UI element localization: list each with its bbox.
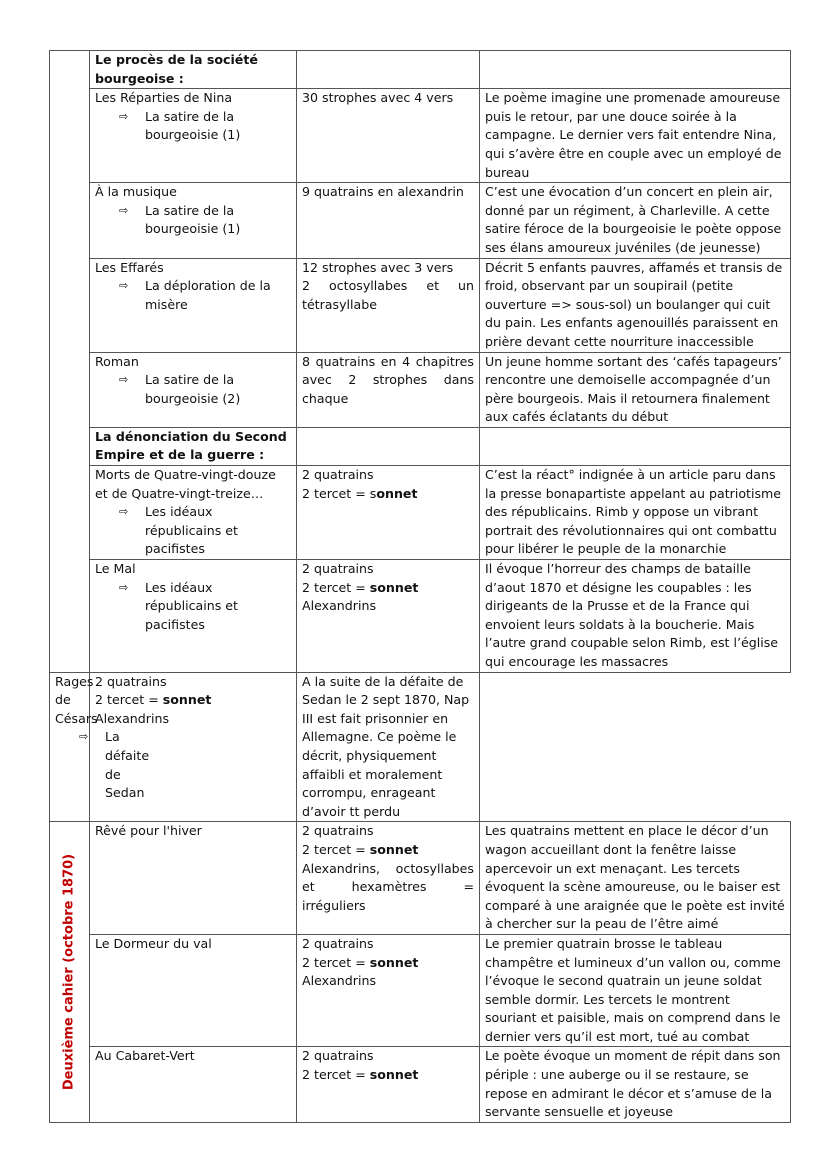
side-cell-empty	[50, 51, 90, 673]
form-cell	[297, 822, 480, 935]
form-line	[302, 579, 474, 598]
form-sonnet: sonnet	[369, 579, 419, 595]
table-row	[50, 560, 791, 673]
poem-cell	[90, 352, 297, 427]
poem-title: Au Cabaret-Vert	[95, 1048, 195, 1064]
form-line	[95, 691, 291, 710]
desc-cell: Les quatrains mettent en place le décor d’un wagon accueillant dont la fenêtre laisse apercevoir un ext menaçant. Les tercets évoquent la scène amoureuse, ou le baiser est comparé à une araignée que le poète est invité à chercher sur la peau de l’être aimé	[480, 822, 791, 935]
form-cell: 9 quatrains en alexandrin	[297, 183, 480, 258]
table-row	[50, 183, 791, 258]
form-sonnet: onnet	[376, 485, 418, 501]
arrow-icon: ⇨	[119, 203, 129, 217]
form-line: 2 quatrains	[302, 823, 374, 839]
empty-cell	[297, 51, 480, 89]
section-row	[50, 427, 791, 465]
arrow-icon: ⇨	[119, 373, 129, 387]
poem-theme: La satire de la bourgeoisie (1)	[145, 108, 241, 143]
desc-cell: C’est la réact° indignée à un article paru dans la presse bonapartiste appelant au patriotisme des républicains. Rimb y oppose un vibrant portrait des révolutionnaires qui ont combattu pour libérer le peuple de la monarchie	[480, 466, 791, 560]
poem-title: Rêvé pour l'hiver	[95, 823, 202, 839]
poem-title: Le Dormeur du val	[95, 935, 212, 951]
poem-theme: La défaite de Sedan	[105, 729, 150, 801]
form-line: Alexandrins, octosyllabes et hexamètres = irréguliers	[302, 860, 474, 913]
section-title: Le procès de la société bourgeoise :	[90, 51, 297, 89]
form-text: 2 tercet =	[302, 579, 370, 595]
form-line: 2 quatrains	[302, 935, 374, 951]
empty-cell	[297, 427, 480, 465]
section-row	[50, 51, 791, 89]
poem-title: Les Réparties de Nina	[95, 90, 233, 106]
poem-title: Morts de Quatre-vingt-douze et de Quatre-vingt-treize…	[95, 467, 276, 501]
poem-cell	[90, 822, 297, 935]
side-label: Deuxième cahier (octobre 1870)	[61, 853, 77, 1091]
form-cell: 8 quatrains en 4 chapitres avec 2 strophes dans chaque	[297, 352, 480, 427]
form-line	[302, 841, 474, 860]
poem-theme: La déploration de la misère	[145, 278, 271, 312]
empty-cell	[480, 427, 791, 465]
poem-title: Roman	[95, 353, 139, 369]
form-line: 2 quatrains	[302, 561, 374, 577]
form-line: 12 strophes avec 3 vers	[302, 259, 454, 275]
form-text: 2 tercet = s	[302, 485, 377, 501]
section-title: La dénonciation du Second Empire et de la guerre :	[90, 427, 297, 465]
side-label-cell	[50, 822, 90, 1123]
poem-theme: La satire de la bourgeoisie (2)	[145, 372, 241, 406]
table-row	[50, 934, 791, 1047]
desc-cell: C’est une évocation d’un concert en plein air, donné par un régiment, à Charleville. A cette satire féroce de la bourgeoisie le poète oppose ses élans amoureux juvéniles (de jeunesse)	[480, 183, 791, 258]
form-line	[302, 485, 474, 504]
poem-cell	[90, 89, 297, 183]
form-line: 2 quatrains	[302, 467, 374, 483]
poem-table	[49, 50, 791, 1123]
poem-title: Les Effarés	[95, 259, 164, 275]
form-cell	[297, 1047, 480, 1122]
poem-theme: Les idéaux républicains et pacifistes	[145, 504, 238, 557]
poem-title: Rages de Césars	[55, 673, 98, 726]
form-sonnet: sonnet	[369, 841, 419, 857]
form-cell	[297, 258, 480, 352]
desc-cell: A la suite de la défaite de Sedan le 2 sept 1870, Nap III est fait prisonnier en Allemagne. Ce poème le décrit, physiquement affaibli et moralement corrompu, enrageant d’avoir tt perdu	[297, 672, 480, 822]
desc-cell: Décrit 5 enfants pauvres, affamés et transis de froid, observant par un soupirail (petite ouverture => sous-sol) un boulanger qui cuit du pain. Les enfants agenouillés paraissent en prière devant cette nourriture inaccessible	[480, 258, 791, 352]
poem-title: Le Mal	[95, 561, 136, 577]
arrow-icon: ⇨	[119, 279, 129, 293]
form-text: 2 tercet =	[95, 692, 163, 708]
desc-cell: Le poète évoque un moment de répit dans son périple : une auberge ou il se restaure, se repose en admirant le décor et s’amuse de la servante sensuelle et joyeuse	[480, 1047, 791, 1122]
arrow-icon: ⇨	[119, 109, 129, 123]
desc-cell: Le poème imagine une promenade amoureuse puis le retour, par une douce soirée à la campagne. Le dernier vers fait entendre Nina, qui s’avère être en couple avec un employé de bureau	[480, 89, 791, 183]
poem-theme: La satire de la bourgeoisie (1)	[145, 202, 241, 237]
form-text: 2 tercet =	[302, 954, 370, 970]
form-cell: 30 strophes avec 4 vers	[297, 89, 480, 183]
form-line: 2 quatrains	[95, 673, 167, 689]
table-row	[50, 1047, 791, 1122]
desc-cell: Un jeune homme sortant des ‘cafés tapageurs’ rencontre une demoiselle accompagnée d’un père bourgeois. Mais il retournera finalement aux cafés éclatants du début	[480, 352, 791, 427]
poem-cell	[90, 466, 297, 560]
form-text: 2 tercet =	[302, 1067, 370, 1083]
form-line: Alexandrins	[95, 710, 170, 726]
form-line: 2 octosyllabes et un tétrasyllabe	[302, 278, 474, 312]
table-row	[50, 466, 791, 560]
desc-cell: Il évoque l’horreur des champs de bataille d’aout 1870 et désigne les coupables : les dirigeants de la Prusse et de la France qui envoient leurs soldats à la boucherie. Mais l’autre grand coupable selon Rimb, est l’église qui encourage les massacres	[480, 560, 791, 673]
poem-theme: Les idéaux républicains et pacifistes	[145, 579, 238, 632]
form-line	[302, 954, 474, 973]
form-cell	[297, 560, 480, 673]
form-sonnet: sonnet	[369, 1067, 419, 1083]
form-cell	[297, 934, 480, 1047]
form-line: 2 quatrains	[302, 1048, 374, 1064]
table-row	[50, 258, 791, 352]
arrow-icon: ⇨	[119, 580, 129, 594]
table-row	[50, 89, 791, 183]
arrow-icon: ⇨	[119, 505, 129, 519]
form-sonnet: sonnet	[162, 692, 212, 708]
poem-cell	[90, 183, 297, 258]
poem-cell	[90, 1047, 297, 1122]
poem-cell	[90, 258, 297, 352]
table-row	[50, 822, 791, 935]
table-row	[50, 672, 791, 822]
poem-cell	[90, 560, 297, 673]
arrow-icon: ⇨	[79, 730, 89, 744]
empty-cell	[480, 51, 791, 89]
form-text: 2 tercet =	[302, 841, 370, 857]
form-line: Alexandrins	[302, 973, 377, 989]
table-row	[50, 352, 791, 427]
form-line: Alexandrins	[302, 598, 377, 614]
form-cell	[297, 466, 480, 560]
poem-cell	[90, 934, 297, 1047]
desc-cell: Le premier quatrain brosse le tableau champêtre et lumineux d’un vallon ou, comme l’évoque le second quatrain un jeune soldat semble dormir. Les tercets le montrent souriant et paisible, mais on comprend dans le dernier vers qu’il est mort, tué au combat	[480, 934, 791, 1047]
poem-title: À la musique	[95, 184, 177, 200]
form-sonnet: sonnet	[369, 954, 419, 970]
form-line	[302, 1066, 474, 1085]
